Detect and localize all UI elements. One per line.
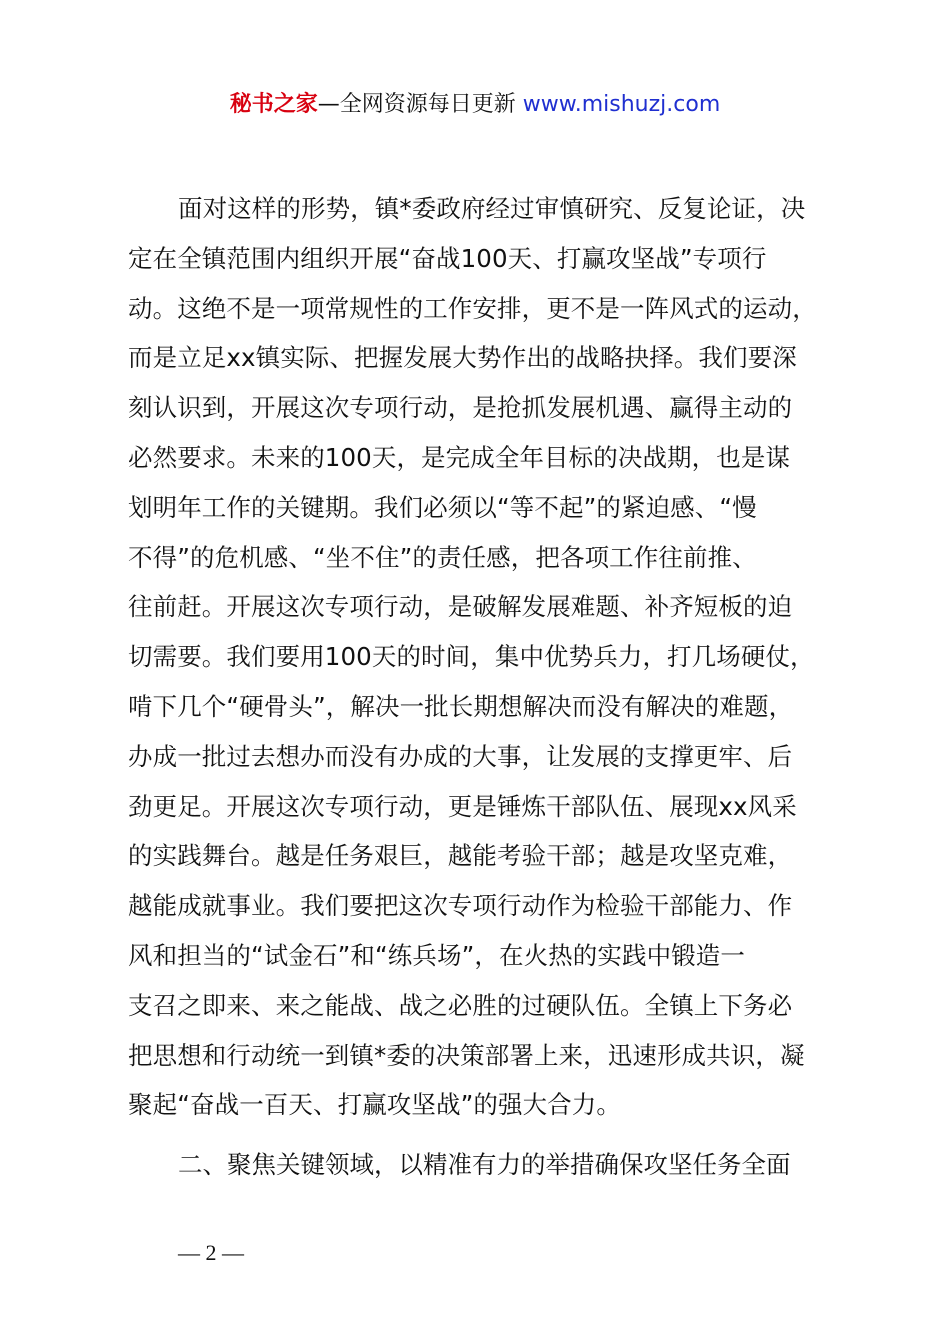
paragraph-line: 风和担当的“试金石”和“练兵场”，在火热的实践中锻造一: [128, 940, 745, 970]
paragraph-line: 办成一批过去想办而没有办成的大事，让发展的支撑更牢、后: [128, 741, 793, 771]
paragraph-line: 刻认识到，开展这次专项行动，是抢抓发展机遇、赢得主动的: [128, 393, 793, 423]
paragraph-line: 而是立足xx镇实际、把握发展大势作出的战略抉择。我们要深: [128, 343, 797, 373]
paragraph-line: 越能成就事业。我们要把这次专项行动作为检验干部能力、作: [128, 891, 793, 921]
paragraph-line: 啃下几个“硬骨头”，解决一批长期想解决而没有解决的难题，: [128, 691, 794, 721]
brand-name: 秘书之家: [229, 92, 318, 117]
document-body: [128, 184, 843, 1190]
paragraph-line: 定在全镇范围内组织开展“奋战100天、打赢攻坚战”专项行: [128, 243, 767, 273]
header-tagline: —全网资源每日更新: [317, 92, 523, 117]
paragraph-line: 不得”的危机感、“坐不住”的责任感，把各项工作往前推、: [128, 542, 757, 572]
paragraph-line: 的实践舞台。越是任务艰巨，越能考验干部；越是攻坚克难，: [128, 841, 793, 871]
paragraph-line: 面对这样的形势，镇*委政府经过审慎研究、反复论证，决: [178, 194, 806, 223]
paragraph-line: 必然要求。未来的100天，是完成全年目标的决战期，也是谋: [128, 442, 791, 472]
paragraph-line: 聚起“奋战一百天、打赢攻坚战”的强大合力。: [128, 1090, 621, 1120]
page-number: — 2 —: [178, 1240, 244, 1265]
paragraph-line: 劲更足。开展这次专项行动，更是锤炼干部队伍、展现xx风采: [128, 791, 797, 821]
paragraph-line: 把思想和行动统一到镇*委的决策部署上来，迅速形成共识，凝: [128, 1040, 805, 1070]
header-url[interactable]: www.mishuzj.com: [522, 92, 721, 117]
paragraph-line: 动。这绝不是一项常规性的工作安排，更不是一阵风式的运动，: [128, 293, 817, 323]
paragraph-line: 切需要。我们要用100天的时间，集中优势兵力，打几场硬仗，: [128, 642, 815, 672]
paragraph-line: 往前赶。开展这次专项行动，是破解发展难题、补齐短板的迫: [128, 592, 793, 622]
document-header: [0, 88, 950, 122]
paragraph-line: 划明年工作的关键期。我们必须以“等不起”的紧迫感、“慢: [128, 492, 757, 522]
paragraph-line: 支召之即来、来之能战、战之必胜的过硬队伍。全镇上下务必: [128, 990, 793, 1020]
section-heading: 二、聚焦关键领域，以精准有力的举措确保攻坚任务全面: [178, 1150, 791, 1180]
